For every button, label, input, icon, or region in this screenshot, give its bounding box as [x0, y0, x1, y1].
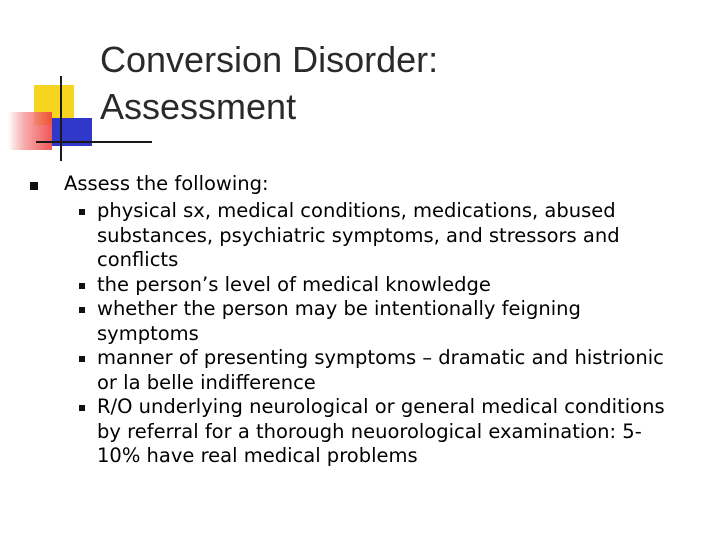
bullet-square-icon [30, 182, 38, 190]
list-item-text: physical sx, medical conditions, medications, abused substances, psychiatric symptoms, and stressors and conflicts [97, 199, 620, 271]
list-item-text: R/O underlying neurological or general medical conditions by referral for a thorough neuorological examination: 5-10% have real medical problems [97, 395, 665, 467]
list-item-text: whether the person may be intentionally feigning symptoms [97, 297, 581, 345]
list-item [0, 273, 700, 298]
main-bullet-text: Assess the following: [64, 172, 269, 195]
slide-title [100, 36, 438, 130]
bullet-square-icon [79, 356, 85, 362]
decor-horizontal-line [36, 141, 152, 143]
list-item [0, 395, 700, 469]
list-item [0, 346, 700, 395]
list-item [0, 297, 700, 346]
bullet-square-icon [79, 405, 85, 411]
slide-title-line1: Conversion Disorder: [100, 39, 439, 80]
slide-title-line2: Assessment [100, 86, 297, 127]
decor-red-square [8, 112, 52, 150]
sub-bullet-list [0, 199, 700, 469]
bullet-square-icon [79, 283, 85, 289]
bullet-square-icon [79, 307, 85, 313]
list-item [0, 199, 700, 273]
list-item-text: the person’s level of medical knowledge [97, 272, 491, 296]
bullet-square-icon [79, 209, 85, 215]
decor-vertical-line [60, 76, 62, 161]
list-item-text: manner of presenting symptoms – dramatic and histrionic or la belle indifference [97, 346, 664, 394]
